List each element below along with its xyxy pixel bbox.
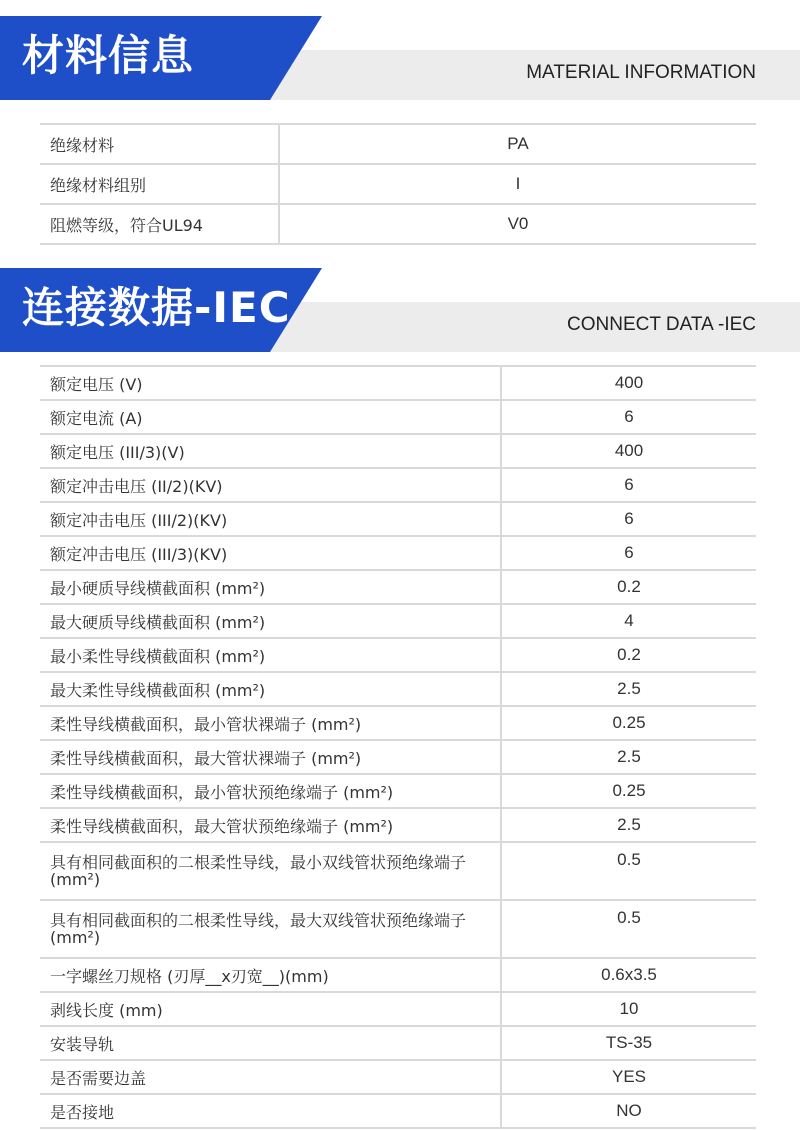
- row-value: 0.25: [501, 774, 756, 808]
- table-row: [40, 958, 756, 992]
- row-value: 0.2: [501, 638, 756, 672]
- row-label: 额定冲击电压 (III/2)(KV): [40, 502, 501, 536]
- table-row: [40, 468, 756, 502]
- table-row: [40, 400, 756, 434]
- table-row: [40, 366, 756, 400]
- iec-table-body: [40, 366, 756, 1128]
- iec-section-header: [0, 268, 800, 352]
- table-row: [40, 204, 756, 244]
- table-row: [40, 672, 756, 706]
- row-value: YES: [501, 1060, 756, 1094]
- table-row: [40, 570, 756, 604]
- material-section-header: [0, 16, 800, 100]
- row-value: 2.5: [501, 808, 756, 842]
- row-value: 0.2: [501, 570, 756, 604]
- row-label: 额定冲击电压 (III/3)(KV): [40, 536, 501, 570]
- row-label: 阻燃等级，符合UL94: [40, 204, 279, 244]
- table-row: [40, 1060, 756, 1094]
- row-value: V0: [279, 204, 756, 244]
- row-value: 400: [501, 434, 756, 468]
- row-value: 4: [501, 604, 756, 638]
- section-title-en: CONNECT DATA -IEC: [567, 314, 756, 335]
- row-label: 最大硬质导线横截面积 (mm²): [40, 604, 501, 638]
- row-label: 具有相同截面积的二根柔性导线，最大双线管状预绝缘端子 (mm²): [40, 900, 501, 958]
- row-value: 2.5: [501, 740, 756, 774]
- row-label: 一字螺丝刀规格 (刃厚__x刃宽__)(mm): [40, 958, 501, 992]
- table-row: [40, 706, 756, 740]
- row-label: 最大柔性导线横截面积 (mm²): [40, 672, 501, 706]
- row-label: 剥线长度 (mm): [40, 992, 501, 1026]
- row-value: 0.5: [501, 842, 756, 900]
- row-value: 6: [501, 536, 756, 570]
- row-value: I: [279, 164, 756, 204]
- row-value: NO: [501, 1094, 756, 1128]
- table-row: [40, 900, 756, 958]
- row-label: 最小硬质导线横截面积 (mm²): [40, 570, 501, 604]
- iec-data-table: [40, 365, 756, 1129]
- table-row: [40, 638, 756, 672]
- material-table-body: [40, 124, 756, 244]
- row-label: 绝缘材料: [40, 124, 279, 164]
- row-label: 柔性导线横截面积，最小管状预绝缘端子 (mm²): [40, 774, 501, 808]
- table-row: [40, 992, 756, 1026]
- table-row: [40, 164, 756, 204]
- table-row: [40, 1094, 756, 1128]
- table-row: [40, 124, 756, 164]
- row-label: 是否接地: [40, 1094, 501, 1128]
- row-label: 是否需要边盖: [40, 1060, 501, 1094]
- row-value: 6: [501, 502, 756, 536]
- row-label: 额定电压 (III/3)(V): [40, 434, 501, 468]
- row-label: 柔性导线横截面积，最小管状裸端子 (mm²): [40, 706, 501, 740]
- row-label: 柔性导线横截面积，最大管状裸端子 (mm²): [40, 740, 501, 774]
- row-value: TS-35: [501, 1026, 756, 1060]
- row-value: 10: [501, 992, 756, 1026]
- table-row: [40, 502, 756, 536]
- section-title-cn: 材料信息: [22, 31, 195, 80]
- table-row: [40, 434, 756, 468]
- row-value: 0.6x3.5: [501, 958, 756, 992]
- row-value: 6: [501, 400, 756, 434]
- row-value: 6: [501, 468, 756, 502]
- table-row: [40, 1026, 756, 1060]
- row-label: 绝缘材料组别: [40, 164, 279, 204]
- row-label: 安装导轨: [40, 1026, 501, 1060]
- row-label: 额定冲击电压 (II/2)(KV): [40, 468, 501, 502]
- row-label: 柔性导线横截面积，最大管状预绝缘端子 (mm²): [40, 808, 501, 842]
- row-label: 额定电流 (A): [40, 400, 501, 434]
- row-value: 2.5: [501, 672, 756, 706]
- section-title-cn: 连接数据-IEC: [22, 283, 291, 332]
- section-title-en: MATERIAL INFORMATION: [526, 62, 756, 83]
- row-value: 0.5: [501, 900, 756, 958]
- material-table: [40, 123, 756, 245]
- table-row: [40, 842, 756, 900]
- row-label: 额定电压 (V): [40, 366, 501, 400]
- row-value: 400: [501, 366, 756, 400]
- table-row: [40, 604, 756, 638]
- table-row: [40, 740, 756, 774]
- table-row: [40, 808, 756, 842]
- row-label: 最小柔性导线横截面积 (mm²): [40, 638, 501, 672]
- row-value: PA: [279, 124, 756, 164]
- row-label: 具有相同截面积的二根柔性导线，最小双线管状预绝缘端子 (mm²): [40, 842, 501, 900]
- table-row: [40, 774, 756, 808]
- row-value: 0.25: [501, 706, 756, 740]
- table-row: [40, 536, 756, 570]
